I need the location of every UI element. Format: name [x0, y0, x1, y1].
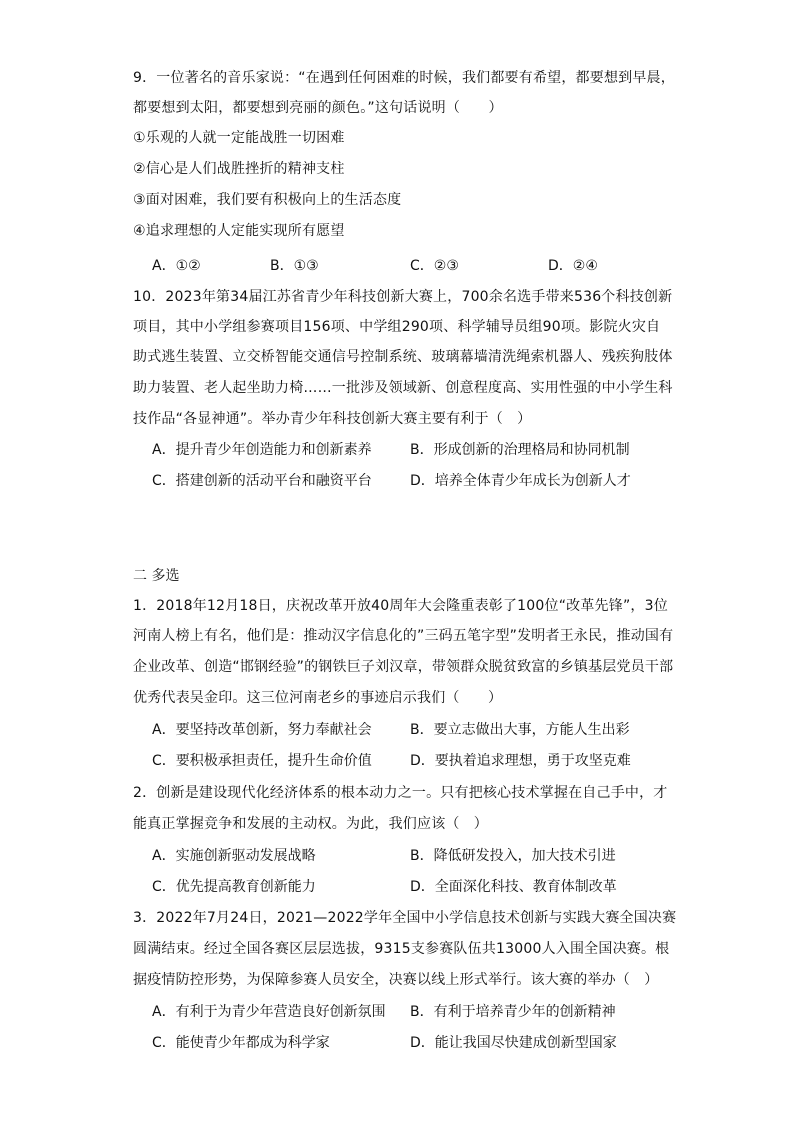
q9-statement-3: ③面对困难，我们要有积极向上的生活态度: [133, 192, 402, 208]
m2-option-d: D．全面深化科技、教育体制改革: [410, 879, 617, 895]
section-heading-multi-choice: 二 多选: [133, 568, 180, 584]
m2-option-c: C．优先提高教育创新能力: [152, 879, 316, 895]
q9-stem-line-1: 9．一位著名的音乐家说：“在遇到任何困难的时候，我们都要有希望，都要想到早晨，: [133, 70, 675, 86]
m3-stem-line-3: 据疫情防控形势，为保障参赛人员安全，决赛以线上形式举行。该大赛的举办（ ）: [133, 972, 659, 988]
q10-option-a: A．提升青少年创造能力和创新素养: [152, 442, 372, 458]
m2-stem-line-1: 2．创新是建设现代化经济体系的根本动力之一。只有把核心技术掌握在自己手中，才: [133, 785, 668, 801]
m1-stem-line-1: 1．2018年12月18日，庆祝改革开放40周年大会隆重表彰了100位“改革先锋”，3位: [133, 598, 668, 614]
q10-stem-line-1: 10．2023年第34届江苏省青少年科技创新大赛上，700余名选手带来536个科技创新: [133, 289, 673, 305]
m1-stem-line-3: 企业改革、创造“邯钢经验”的钢铁巨子刘汉章，带领群众脱贫致富的乡镇基层党员干部: [133, 659, 674, 675]
m2-option-a: A．实施创新驱动发展战略: [152, 848, 316, 864]
m3-option-d: D．能让我国尽快建成创新型国家: [410, 1035, 617, 1051]
q9-stem-line-2: 都要想到太阳，都要想到亮丽的颜色。”这句话说明（ ）: [133, 100, 503, 116]
q9-statement-4: ④追求理想的人定能实现所有愿望: [133, 223, 345, 239]
q9-option-b: B．①③: [270, 258, 319, 274]
m1-stem-line-4: 优秀代表吴金印。这三位河南老乡的事迹启示我们（ ）: [133, 690, 503, 706]
q10-stem-line-4: 助力装置、老人起坐助力椅……一批涉及领域新、创意程度高、实用性强的中小学生科: [133, 380, 673, 396]
m3-stem-line-2: 圆满结束。经过全国各赛区层层选拔，9315支参赛队伍共13000人入围全国决赛。根: [133, 941, 670, 957]
q9-option-c: C．②③: [410, 258, 459, 274]
q10-stem-line-3: 助式逃生装置、立交桥智能交通信号控制系统、玻璃幕墙清洗绳索机器人、残疾狗肢体: [133, 349, 673, 365]
q10-option-d: D．培养全体青少年成长为创新人才: [410, 473, 631, 489]
m3-stem-line-1: 3．2022年7月24日，2021—2022学年全国中小学信息技术创新与实践大赛全国决赛: [133, 910, 677, 926]
q9-option-a: A．①②: [152, 258, 201, 274]
m3-option-c: C．能使青少年都成为科学家: [152, 1035, 330, 1051]
q10-option-c: C．搭建创新的活动平台和融资平台: [152, 473, 372, 489]
q10-stem-line-2: 项目，其中小学组参赛项目156项、中学组290项、科学辅导员组90项。影院火灾自: [133, 319, 661, 335]
m1-option-d: D．要执着追求理想，勇于攻坚克难: [410, 753, 631, 769]
m1-stem-line-2: 河南人榜上有名，他们是：推动汉字信息化的”三码五笔字型”发明者王永民，推动国有: [133, 628, 674, 644]
q10-option-b: B．形成创新的治理格局和协同机制: [410, 442, 630, 458]
q9-statement-2: ②信心是人们战胜挫折的精神支柱: [133, 161, 345, 177]
m3-option-b: B．有利于培养青少年的创新精神: [410, 1004, 616, 1020]
m1-option-c: C．要积极承担责任，提升生命价值: [152, 753, 372, 769]
q9-option-d: D．②④: [548, 258, 598, 274]
m3-option-a: A．有利于为青少年营造良好创新氛围: [152, 1004, 386, 1020]
q9-statement-1: ①乐观的人就一定能战胜一切困难: [133, 130, 345, 146]
m1-option-a: A．要坚持改革创新，努力奉献社会: [152, 722, 372, 738]
m2-stem-line-2: 能真正掌握竞争和发展的主动权。为此，我们应该（ ）: [133, 816, 488, 832]
q10-stem-line-5: 技作品“各显神通”。举办青少年科技创新大赛主要有利于（ ）: [133, 411, 532, 427]
m1-option-b: B．要立志做出大事，方能人生出彩: [410, 722, 630, 738]
m2-option-b: B．降低研发投入，加大技术引进: [410, 848, 616, 864]
